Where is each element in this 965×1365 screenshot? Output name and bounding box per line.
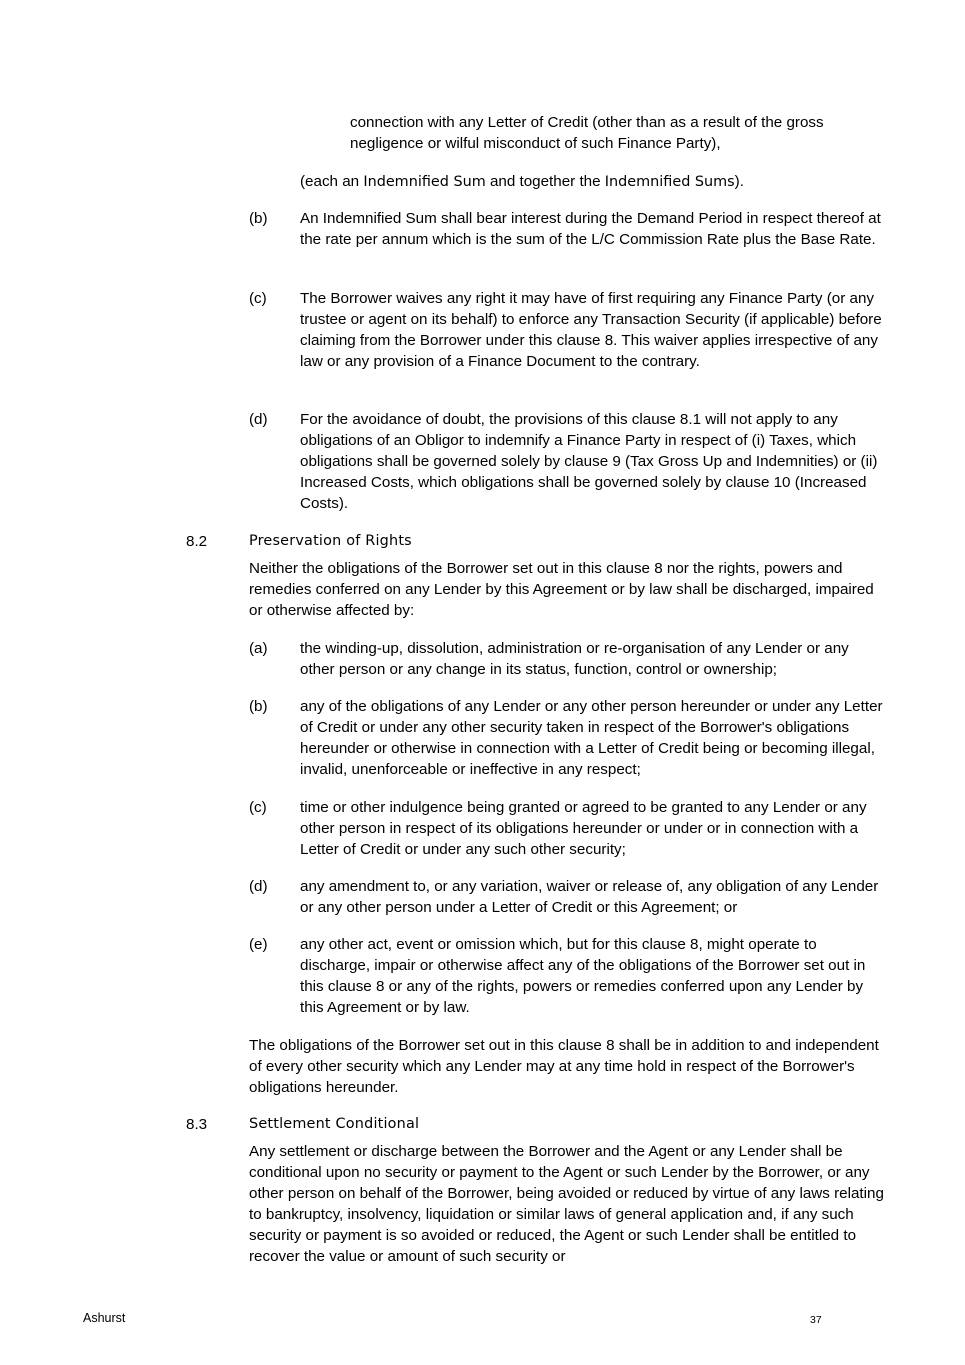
footer-firm-name: Ashurst xyxy=(83,1311,126,1325)
clause-8-2-a-label: (a) xyxy=(249,640,268,657)
definition-middle: and together the xyxy=(485,173,605,190)
clause-8-2-c-label: (c) xyxy=(249,799,267,816)
definition-suffix: ). xyxy=(734,173,744,190)
page-number: 37 xyxy=(810,1314,822,1326)
section-8-3-heading: Settlement Conditional xyxy=(249,1116,420,1132)
indemnified-sum-definition xyxy=(300,171,885,193)
section-8-3-number: 8.3 xyxy=(186,1116,208,1133)
definition-prefix: (each an xyxy=(300,173,364,190)
clause-8-1-b-label: (b) xyxy=(249,210,268,227)
clause-8-2-b-label: (b) xyxy=(249,698,268,715)
clause-8-2-e-label: (e) xyxy=(249,936,268,953)
continuation-text: connection with any Letter of Credit (other than as a result of the gross negligence or wilful misconduct of such Finance Party), xyxy=(350,114,824,152)
clause-8-2-e-text: any other act, event or omission which, but for this clause 8, might operate to discharge, impair or otherwise affect any of the obligations of the Borrower set out in this clause 8 or any of the rights, powers or remedies conferred upon any Lender by this Agreement or by law. xyxy=(300,936,866,1016)
defined-term-indemnified-sum: Indemnified Sum xyxy=(363,174,486,190)
section-8-2-heading: Preservation of Rights xyxy=(249,533,412,549)
clause-8-1-d-label: (d) xyxy=(249,411,268,428)
clause-8-1-d-text: For the avoidance of doubt, the provisions of this clause 8.1 will not apply to any obligations of an Obligor to indemnify a Finance Party in respect of (i) Taxes, which obligations shall be governed solely by clause 9 (Tax Gross Up and Indemnities) or (ii) Increased Costs, which obligations shall be governed solely by clause 10 (Increased Costs). xyxy=(300,411,878,512)
clause-8-2-a-text: the winding-up, dissolution, administration or re-organisation of any Lender or any other person or any change in its status, function, control or ownership; xyxy=(300,640,849,678)
clause-8-2-d-label: (d) xyxy=(249,878,268,895)
defined-term-indemnified-sums: Indemnified Sums xyxy=(604,174,735,190)
clause-8-1-b-text: An Indemnified Sum shall bear interest during the Demand Period in respect thereof at the rate per annum which is the sum of the L/C Commission Rate plus the Base Rate. xyxy=(300,210,881,248)
section-8-2-closing: The obligations of the Borrower set out in this clause 8 shall be in addition to and independent of every other security which any Lender may at any time hold in respect of the Borrower's obligations hereunder. xyxy=(249,1037,879,1096)
clause-8-2-b-text: any of the obligations of any Lender or any other person hereunder or under any Letter of Credit or under any other security taken in respect of the Borrower's obligations hereunder or otherwise in connection with a Letter of Credit being or becoming illegal, invalid, unenforceable or ineffective in any respect; xyxy=(300,698,883,778)
clause-8-1-c-text: The Borrower waives any right it may have of first requiring any Finance Party (or any trustee or agent on its behalf) to enforce any Transaction Security (if applicable) before claiming from the Borrower under this clause 8. This waiver applies irrespective of any law or any provision of a Finance Document to the contrary. xyxy=(300,290,882,370)
section-8-3-body: Any settlement or discharge between the Borrower and the Agent or any Lender shall be conditional upon no security or payment to the Agent or such Lender by the Borrower, or any other person on behalf of the Borrower, being avoided or reduced by virtue of any laws relating to bankruptcy, insolvency, liquidation or similar laws of general application and, if any such security or payment is so avoided or reduced, the Agent or such Lender shall be entitled to recover the value or amount of such security or xyxy=(249,1143,884,1265)
clause-8-2-d-text: any amendment to, or any variation, waiver or release of, any obligation of any Lender or any other person under a Letter of Credit or this Agreement; or xyxy=(300,878,879,916)
section-8-2-lead: Neither the obligations of the Borrower set out in this clause 8 nor the rights, powers and remedies conferred on any Lender by this Agreement or by law shall be discharged, impaired or otherwise affected by: xyxy=(249,560,874,619)
section-8-2-number: 8.2 xyxy=(186,533,208,550)
clause-8-2-c-text: time or other indulgence being granted or agreed to be granted to any Lender or any other person in respect of its obligations hereunder or under or in connection with a Letter of Credit or under any such other security; xyxy=(300,799,867,858)
clause-8-1-c-label: (c) xyxy=(249,290,267,307)
